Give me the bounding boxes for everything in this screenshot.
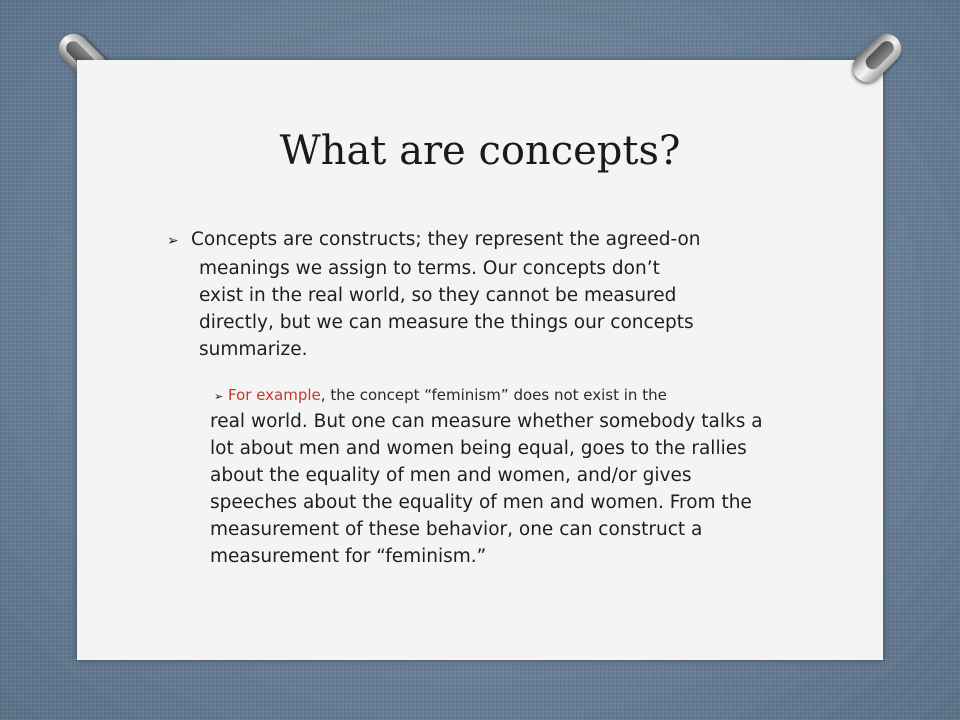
sub-bullet-line: measurement of these behavior, one can construct a	[210, 519, 703, 540]
main-bullet	[167, 226, 727, 363]
sub-bullet-first-line: ➢ For example, the concept “feminism” does not exist in the	[214, 384, 830, 408]
main-bullet-line: summarize.	[199, 339, 308, 360]
main-bullet-line: ➢ Concepts are constructs; they represent the agreed-on	[167, 226, 727, 255]
sub-bullet-line: about the equality of men and women, and/or gives	[210, 465, 692, 486]
main-bullet-line: meanings we assign to terms. Our concepts don’t	[199, 258, 660, 279]
sub-bullet	[210, 384, 830, 570]
arrow-bullet-icon: ➢	[167, 233, 179, 249]
sub-bullet-line: lot about men and women being equal, goes to the rallies	[210, 438, 747, 459]
sub-bullet-line: measurement for “feminism.”	[210, 546, 487, 567]
arrow-bullet-icon: ➢	[214, 390, 224, 403]
sub-bullet-line: real world. But one can measure whether somebody talks a	[210, 411, 763, 432]
example-highlight: For example	[228, 386, 321, 404]
main-bullet-line: exist in the real world, so they cannot be measured	[199, 285, 677, 306]
main-bullet-line: directly, but we can measure the things our concepts	[199, 312, 694, 333]
sub-bullet-line: speeches about the equality of men and women. From the	[210, 492, 752, 513]
slide-title: What are concepts?	[279, 128, 681, 174]
